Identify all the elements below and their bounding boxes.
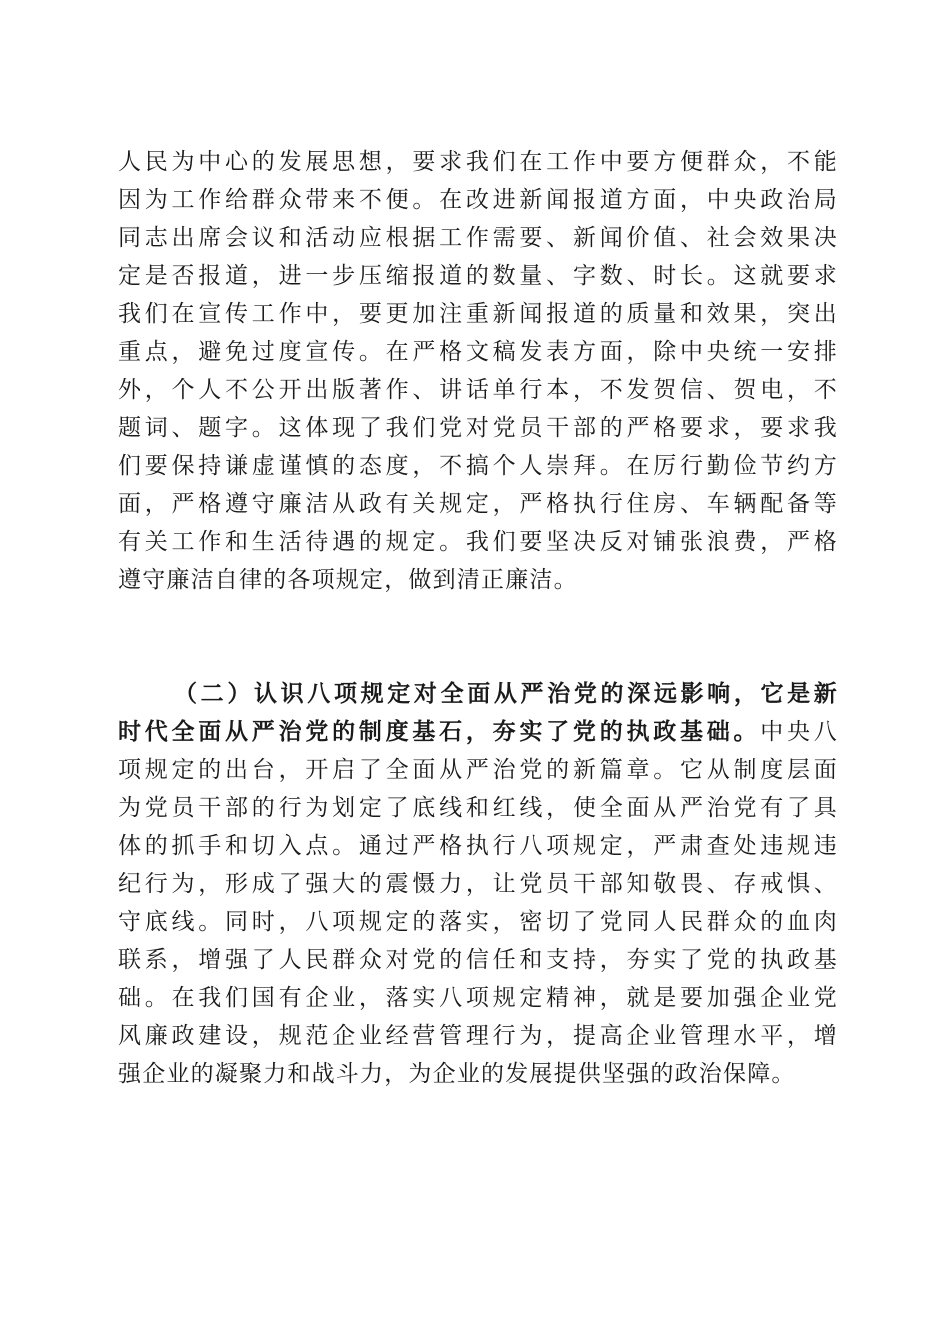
text-line: 项规定的出台，开启了全面从严治党的新篇章。它从制度层面 (118, 757, 838, 783)
text-line: 纪行为，形成了强大的震慑力，让党员干部知敬畏、存戒惧、 (118, 871, 838, 897)
paragraph-people-centered (118, 143, 838, 599)
text-line: 面，严格遵守廉洁从政有关规定，严格执行住房、车辆配备等 (118, 491, 838, 517)
text-line: 我们在宣传工作中，要更加注重新闻报道的质量和效果，突出 (118, 301, 838, 327)
text-line: 因为工作给群众带来不便。在改进新闻报道方面，中央政治局 (118, 187, 838, 213)
text-line: 外，个人不公开出版著作、讲话单行本，不发贺信、贺电，不 (118, 377, 838, 403)
text-line: 联系，增强了人民群众对党的信任和支持，夯实了党的执政基 (118, 947, 838, 973)
text-line: 有关工作和生活待遇的规定。我们要坚决反对铺张浪费，严格 (118, 529, 838, 555)
text-line: 定是否报道，进一步压缩报道的数量、字数、时长。这就要求 (118, 263, 838, 289)
text-line: 遵守廉洁自律的各项规定，做到清正廉洁。 (118, 567, 578, 593)
section-heading-tail: 时代全面从严治党的制度基石，夯实了党的执政基础。 (118, 718, 761, 745)
text-line: 强企业的凝聚力和战斗力，为企业的发展提供坚强的政治保障。 (118, 1061, 796, 1087)
text-line: 们要保持谦虚谨慎的态度，不搞个人崇拜。在厉行勤俭节约方 (118, 453, 838, 479)
text-line: 础。在我们国有企业，落实八项规定精神，就是要加强企业党 (118, 985, 838, 1011)
text-fragment: 中央八 (760, 719, 838, 745)
text-line: 同志出席会议和活动应根据工作需要、新闻价值、社会效果决 (118, 225, 838, 251)
text-line: 为党员干部的行为划定了底线和红线，使全面从严治党有了具 (118, 795, 838, 821)
text-line: 风廉政建设，规范企业经营管理行为，提高企业管理水平，增 (118, 1023, 838, 1049)
text-line: 重点，避免过度宣传。在严格文稿发表方面，除中央统一安排 (118, 339, 838, 365)
section-heading-line: （二）认识八项规定对全面从严治党的深远影响，它是新 (174, 680, 838, 707)
text-line: 体的抓手和切入点。通过严格执行八项规定，严肃查处违规违 (118, 833, 838, 859)
text-line: 人民为中心的发展思想，要求我们在工作中要方便群众，不能 (118, 149, 838, 175)
text-line: 守底线。同时，八项规定的落实，密切了党同人民群众的血肉 (118, 909, 838, 935)
text-line: 题词、题字。这体现了我们党对党员干部的严格要求，要求我 (118, 415, 838, 441)
section-heading-line-continued (118, 713, 838, 751)
paragraph-eight-rules-impact (118, 675, 838, 1093)
